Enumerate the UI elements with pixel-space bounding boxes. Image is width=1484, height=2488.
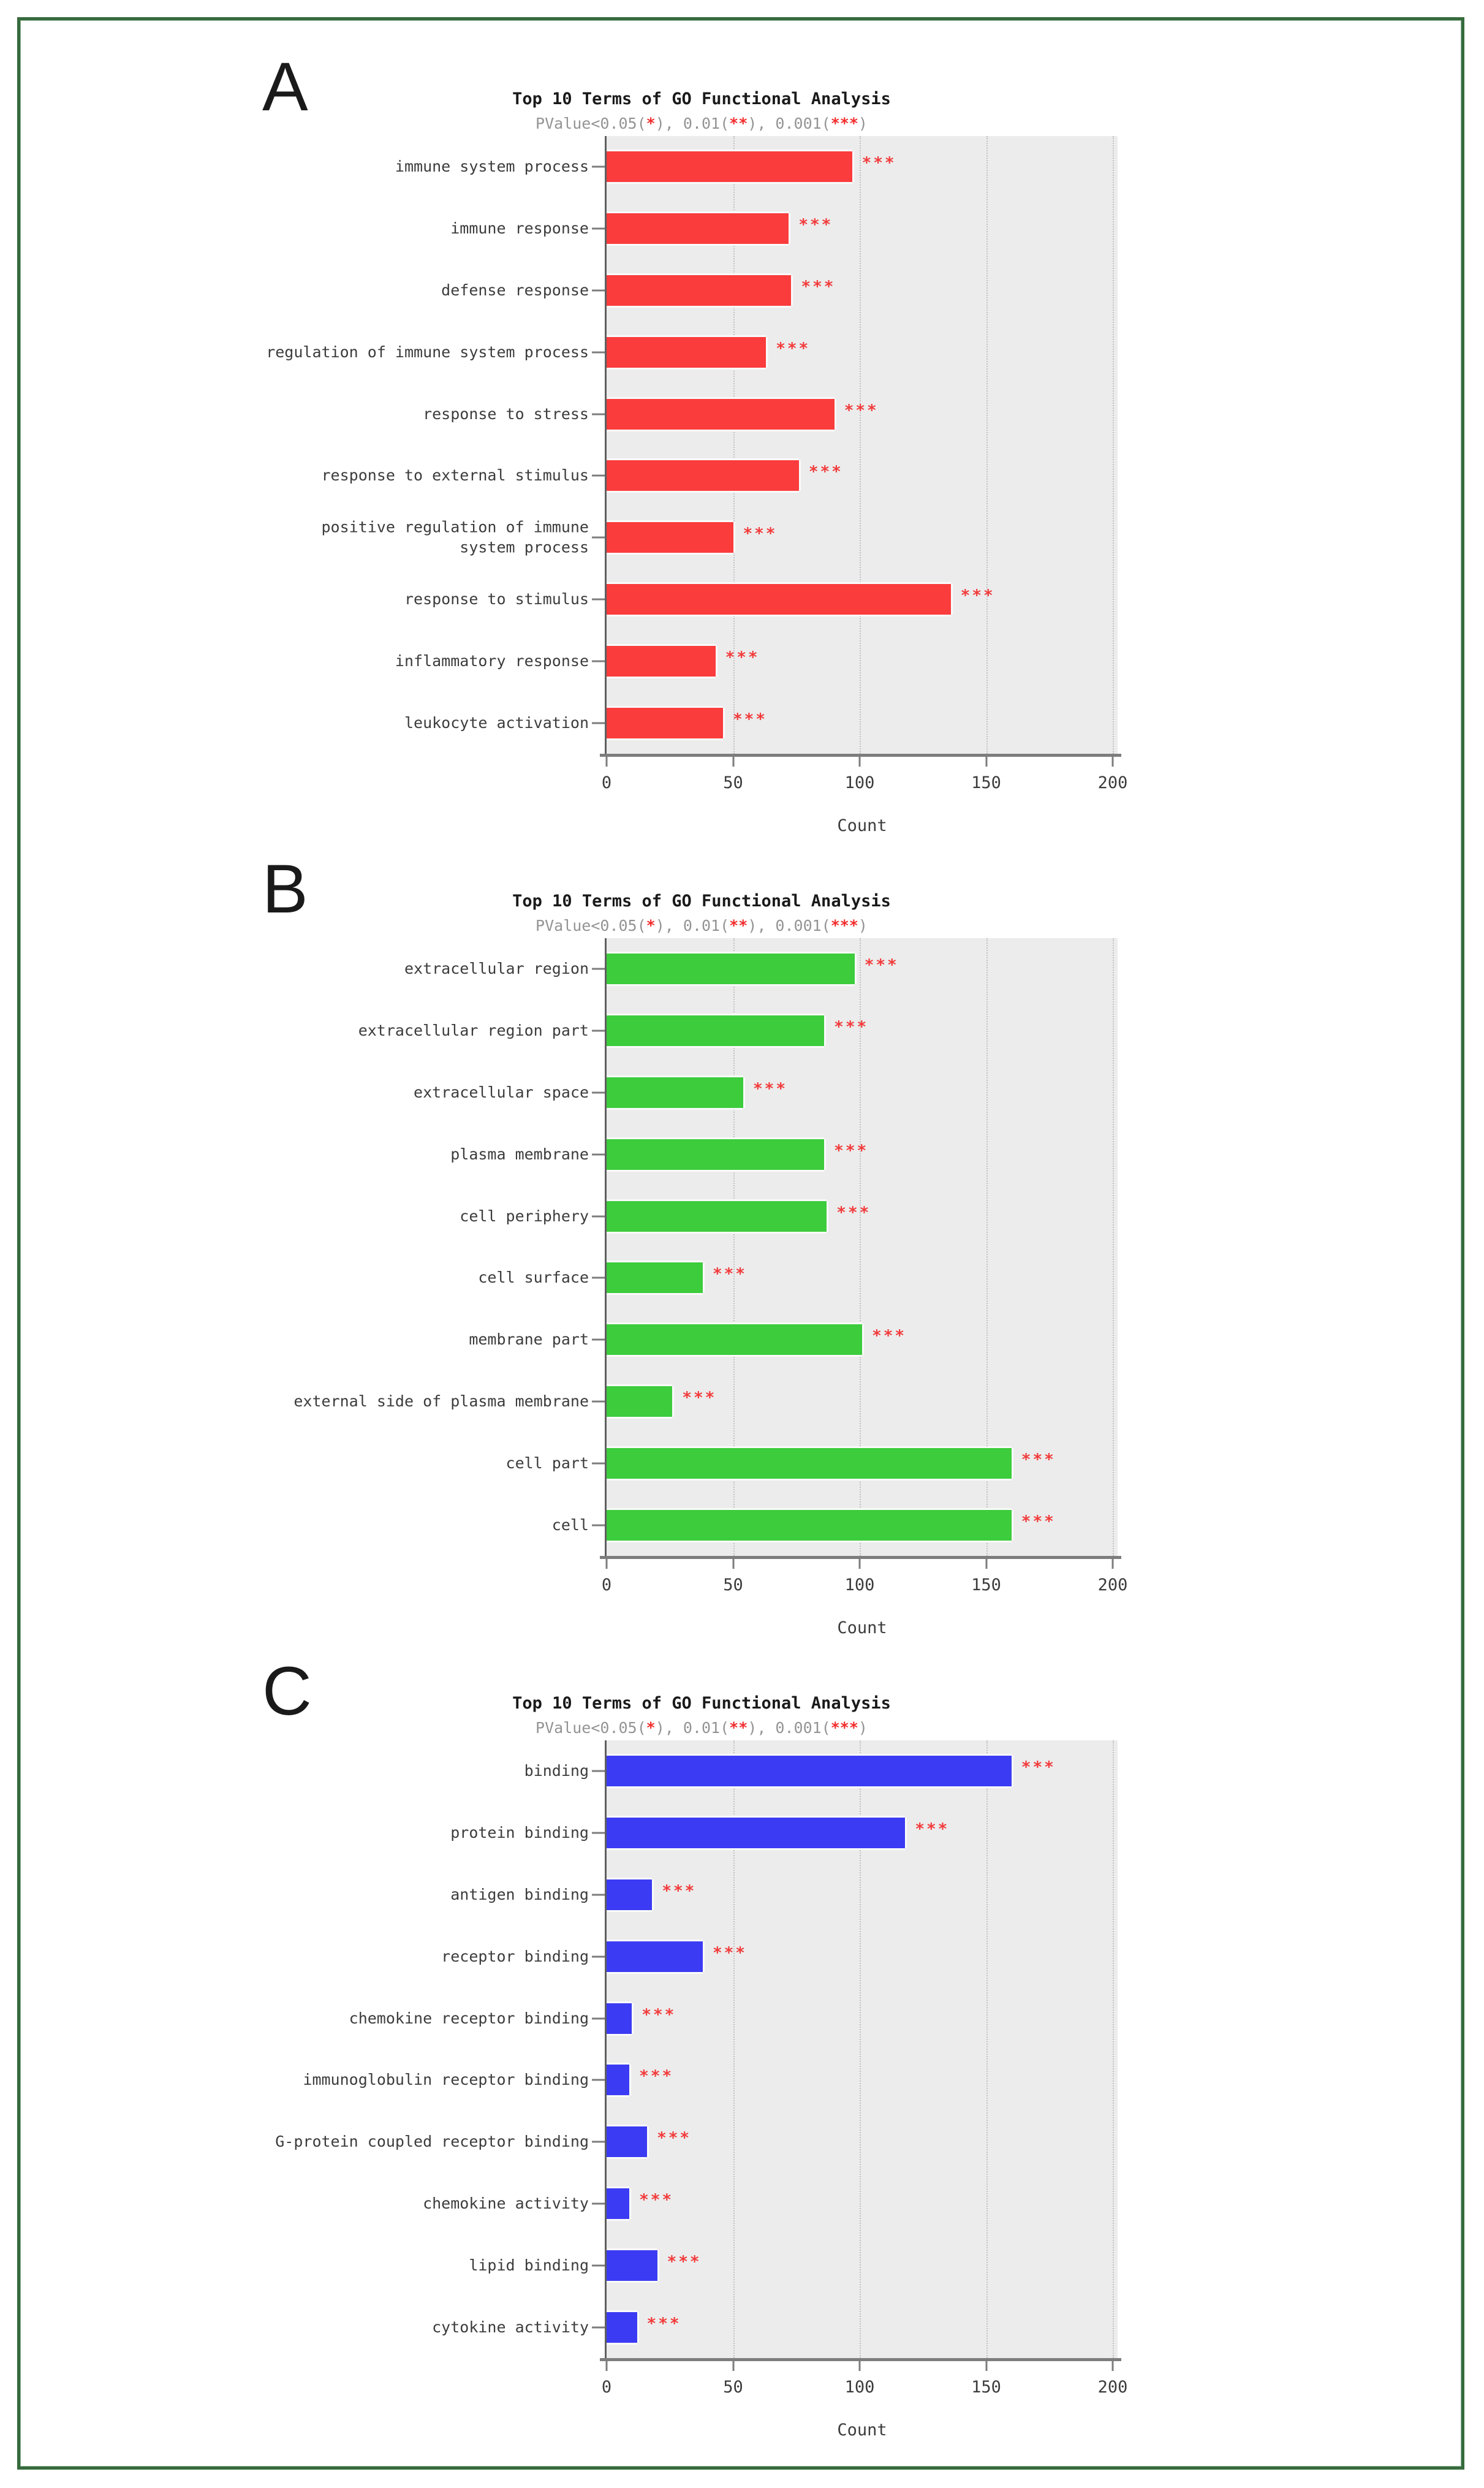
significance-stars: ***: [915, 1820, 950, 1839]
y-axis-tick: [592, 290, 605, 292]
significance-stars: ***: [798, 216, 833, 235]
subtitle-text: ): [858, 115, 868, 133]
significance-stars: ***: [1021, 1450, 1056, 1469]
y-axis-tick: [592, 2326, 605, 2328]
significance-stars: ***: [864, 956, 899, 975]
significance-stars: ***: [808, 463, 843, 482]
bar-cell-part: [607, 1448, 1012, 1479]
x-axis-tick-200: [1112, 1559, 1114, 1569]
significance-stars: ***: [801, 278, 836, 296]
bar-receptor-binding: [607, 1941, 703, 1972]
y-category-label: chemokine activity: [423, 2194, 589, 2212]
bar-external-side-of-plasma-membrane: [607, 1386, 672, 1417]
y-category-label: extracellular region part: [358, 1021, 589, 1039]
chart-header: [263, 89, 1140, 133]
bar-protein-binding: [607, 1818, 905, 1848]
y-axis-tick: [592, 1215, 605, 1217]
bar-lipid-binding: [607, 2250, 657, 2281]
subtitle-significance-stars: *: [646, 1719, 656, 1737]
subtitle-text: PValue<0.05(: [536, 917, 646, 935]
y-axis-labels: [233, 938, 605, 1556]
y-axis-tick: [592, 413, 605, 415]
y-category-label: external side of plasma membrane: [293, 1392, 589, 1410]
panel-letter-b: B: [262, 851, 308, 927]
x-axis-tick-200: [1112, 2361, 1114, 2371]
x-axis-tick-100: [859, 757, 861, 767]
subtitle-significance-stars: *: [646, 917, 656, 935]
significance-stars: ***: [642, 2005, 676, 2024]
subtitle-text: ), 0.001(: [748, 115, 831, 133]
y-category-label: immunoglobulin receptor binding: [303, 2071, 589, 2089]
subtitle-significance-stars: **: [729, 115, 748, 133]
y-axis-tick: [592, 1832, 605, 1834]
bar-g-protein-coupled-receptor-binding: [607, 2126, 647, 2157]
y-axis-tick: [592, 1770, 605, 1772]
y-axis-tick: [592, 537, 605, 539]
significance-stars: ***: [725, 648, 760, 667]
y-axis-tick: [592, 2079, 605, 2081]
subtitle-significance-stars: ***: [830, 917, 858, 935]
subtitle-text: ), 0.01(: [655, 115, 730, 133]
y-axis-tick: [592, 2264, 605, 2266]
y-axis-tick: [592, 2141, 605, 2143]
y-category-label: extracellular region: [404, 960, 589, 978]
y-category-label: positive regulation of immune system process: [321, 518, 589, 556]
significance-stars: ***: [743, 525, 778, 544]
y-axis-tick: [592, 1092, 605, 1094]
subtitle-significance-stars: ***: [830, 1719, 858, 1737]
y-axis-tick: [592, 1524, 605, 1526]
significance-stars: ***: [682, 1389, 717, 1407]
x-axis-tick-label-100: 100: [844, 2378, 875, 2397]
bar-cytokine-activity: [607, 2312, 637, 2343]
subtitle-significance-stars: ***: [830, 115, 858, 133]
bar-regulation-of-immune-system-process: [607, 337, 766, 368]
y-category-label: cytokine activity: [432, 2318, 589, 2336]
x-axis-tick-0: [606, 1559, 608, 1569]
y-category-label: cell part: [505, 1454, 589, 1472]
y-category-label: immune response: [450, 219, 589, 237]
y-category-label: response to external stimulus: [321, 466, 589, 485]
y-category-label: membrane part: [469, 1330, 589, 1348]
gridline-150: [986, 136, 988, 754]
subtitle-text: ): [858, 1719, 868, 1737]
y-category-label: protein binding: [450, 1823, 589, 1841]
significance-stars: ***: [662, 1882, 697, 1900]
x-axis-tick-label-100: 100: [844, 773, 875, 792]
significance-stars: ***: [836, 1203, 871, 1222]
x-axis-tick-label-150: 150: [971, 2378, 1001, 2397]
x-axis-tick-label-0: 0: [601, 773, 612, 792]
x-axis-tick-150: [985, 1559, 987, 1569]
x-axis-title: Count: [837, 1618, 887, 1637]
bar-chemokine-receptor-binding: [607, 2003, 632, 2034]
subtitle-text: ): [858, 917, 868, 935]
bar-chemokine-activity: [607, 2188, 629, 2219]
y-category-label: G-protein coupled receptor binding: [275, 2132, 589, 2150]
y-axis-tick: [592, 1955, 605, 1957]
gridline-200: [1113, 1740, 1114, 2358]
y-category-label: cell surface: [478, 1269, 589, 1287]
x-axis-tick-label-0: 0: [601, 2378, 612, 2397]
y-axis-tick: [592, 1153, 605, 1155]
y-category-label: regulation of immune system process: [266, 343, 589, 361]
bar-response-to-stimulus: [607, 584, 951, 615]
x-axis-tick-0: [606, 2361, 608, 2371]
subtitle-text: ), 0.01(: [655, 1719, 730, 1737]
y-axis-tick: [592, 1894, 605, 1896]
significance-stars: ***: [657, 2129, 692, 2148]
subtitle-text: ), 0.01(: [655, 917, 730, 935]
y-axis-tick: [592, 1401, 605, 1403]
y-category-label: lipid binding: [469, 2256, 589, 2274]
y-axis-labels: [233, 136, 605, 754]
y-axis-tick: [592, 1030, 605, 1032]
plot-area: [601, 1740, 1128, 2440]
bar-cell: [607, 1510, 1012, 1541]
y-axis-tick: [592, 228, 605, 230]
significance-stars: ***: [753, 1080, 787, 1098]
x-axis-tick-label-100: 100: [844, 1576, 875, 1595]
panel-b: [0, 839, 1484, 1641]
chart-subtitle: [263, 917, 1140, 935]
panel-letter-c: C: [262, 1653, 312, 1729]
chart-title: Top 10 Terms of GO Functional Analysis: [512, 892, 891, 911]
chart-title: Top 10 Terms of GO Functional Analysis: [512, 89, 891, 108]
significance-stars: ***: [1021, 1758, 1056, 1777]
bar-extracellular-region: [607, 954, 855, 984]
bar-binding: [607, 1756, 1012, 1786]
gridline-150: [986, 1740, 988, 2358]
bar-extracellular-space: [607, 1077, 743, 1108]
significance-stars: ***: [834, 1018, 869, 1037]
y-axis-labels: [233, 1740, 605, 2358]
chart-subtitle: [263, 115, 1140, 133]
subtitle-significance-stars: **: [729, 917, 748, 935]
subtitle-significance-stars: *: [646, 115, 656, 133]
significance-stars: ***: [667, 2252, 702, 2271]
x-axis-tick-50: [732, 2361, 734, 2371]
y-axis-tick: [592, 166, 605, 168]
y-category-label: cell: [551, 1515, 589, 1534]
subtitle-text: ), 0.001(: [748, 1719, 831, 1737]
bar-antigen-binding: [607, 1879, 652, 1910]
panel-c: [0, 1641, 1484, 2443]
bar-plasma-membrane: [607, 1139, 824, 1170]
bar-inflammatory-response: [607, 646, 716, 677]
x-axis-tick-50: [732, 757, 734, 767]
significance-stars: ***: [639, 2067, 674, 2086]
chart-header: [263, 892, 1140, 935]
gridline-200: [1113, 136, 1114, 754]
x-axis-tick-200: [1112, 757, 1114, 767]
x-axis-tick-label-150: 150: [971, 1576, 1001, 1595]
y-axis-tick: [592, 2203, 605, 2205]
y-category-label: extracellular space: [414, 1083, 589, 1101]
bar-immune-response: [607, 213, 789, 244]
y-category-label: chemokine receptor binding: [349, 2009, 589, 2027]
chart-title: Top 10 Terms of GO Functional Analysis: [512, 1694, 891, 1713]
bar-leukocyte-activation: [607, 708, 723, 738]
plot-area: [601, 136, 1128, 835]
y-category-label: response to stress: [423, 404, 589, 423]
y-axis-tick: [592, 1462, 605, 1464]
significance-stars: ***: [960, 586, 995, 605]
bar-immunoglobulin-receptor-binding: [607, 2065, 629, 2095]
x-axis-tick-100: [859, 1559, 861, 1569]
y-axis-tick: [592, 722, 605, 724]
x-axis-line: [600, 754, 1121, 757]
significance-stars: ***: [872, 1327, 907, 1346]
x-axis-title: Count: [837, 816, 887, 835]
x-axis-tick-150: [985, 757, 987, 767]
subtitle-text: PValue<0.05(: [536, 115, 646, 133]
x-axis-tick-label-200: 200: [1097, 773, 1128, 792]
x-axis-line: [600, 1556, 1121, 1559]
bar-cell-surface: [607, 1262, 703, 1293]
x-axis-tick-label-150: 150: [971, 773, 1001, 792]
bar-response-to-external-stimulus: [607, 460, 799, 491]
gridline-100: [860, 136, 861, 754]
x-axis-tick-label-200: 200: [1097, 2378, 1128, 2397]
significance-stars: ***: [712, 1943, 747, 1962]
y-category-label: plasma membrane: [450, 1145, 589, 1163]
y-axis-tick: [592, 351, 605, 353]
x-axis-tick-label-200: 200: [1097, 1576, 1128, 1595]
significance-stars: ***: [844, 401, 879, 420]
y-axis-tick: [592, 1339, 605, 1341]
bar-membrane-part: [607, 1324, 862, 1355]
x-axis-tick-150: [985, 2361, 987, 2371]
x-axis-title: Count: [837, 2421, 887, 2440]
bar-defense-response: [607, 275, 791, 306]
x-axis-tick-50: [732, 1559, 734, 1569]
y-category-label: antigen binding: [450, 1885, 589, 1903]
panel-a: [0, 37, 1484, 839]
significance-stars: ***: [776, 339, 811, 358]
plot-area: [601, 938, 1128, 1637]
x-axis-line: [600, 2358, 1121, 2361]
bar-cell-periphery: [607, 1201, 827, 1232]
y-axis-tick: [592, 599, 605, 601]
bar-extracellular-region-part: [607, 1015, 824, 1046]
significance-stars: ***: [712, 1265, 747, 1284]
x-axis-tick-label-0: 0: [601, 1576, 612, 1595]
y-category-label: binding: [524, 1762, 589, 1780]
significance-stars: ***: [646, 2314, 681, 2333]
x-axis-tick-label-50: 50: [723, 1576, 743, 1595]
y-axis-tick: [592, 660, 605, 662]
panel-letter-a: A: [262, 48, 308, 125]
significance-stars: ***: [834, 1141, 869, 1160]
chart-header: [263, 1694, 1140, 1737]
bar-response-to-stress: [607, 399, 835, 430]
subtitle-significance-stars: **: [729, 1719, 748, 1737]
y-category-label: receptor binding: [441, 1947, 589, 1965]
x-axis-tick-0: [606, 757, 608, 767]
y-category-label: immune system process: [395, 157, 589, 176]
y-axis-tick: [592, 968, 605, 970]
gridline-200: [1113, 938, 1114, 1556]
x-axis-tick-label-50: 50: [723, 773, 743, 792]
y-category-label: defense response: [441, 281, 589, 299]
y-category-label: response to stimulus: [404, 590, 589, 608]
subtitle-text: PValue<0.05(: [536, 1719, 646, 1737]
y-axis-tick: [592, 475, 605, 477]
subtitle-text: ), 0.001(: [748, 917, 831, 935]
significance-stars: ***: [639, 2191, 674, 2209]
y-axis-tick: [592, 1277, 605, 1279]
x-axis-tick-label-50: 50: [723, 2378, 743, 2397]
significance-stars: ***: [1021, 1512, 1056, 1531]
significance-stars: ***: [732, 710, 767, 729]
y-axis-tick: [592, 2017, 605, 2019]
y-category-label: leukocyte activation: [404, 713, 589, 732]
y-category-label: cell periphery: [460, 1207, 589, 1225]
y-category-label: inflammatory response: [395, 651, 589, 670]
x-axis-tick-100: [859, 2361, 861, 2371]
chart-subtitle: [263, 1719, 1140, 1737]
bar-positive-regulation-of-immune-system-process: [607, 522, 733, 553]
bar-immune-system-process: [607, 151, 852, 182]
significance-stars: ***: [861, 154, 896, 173]
